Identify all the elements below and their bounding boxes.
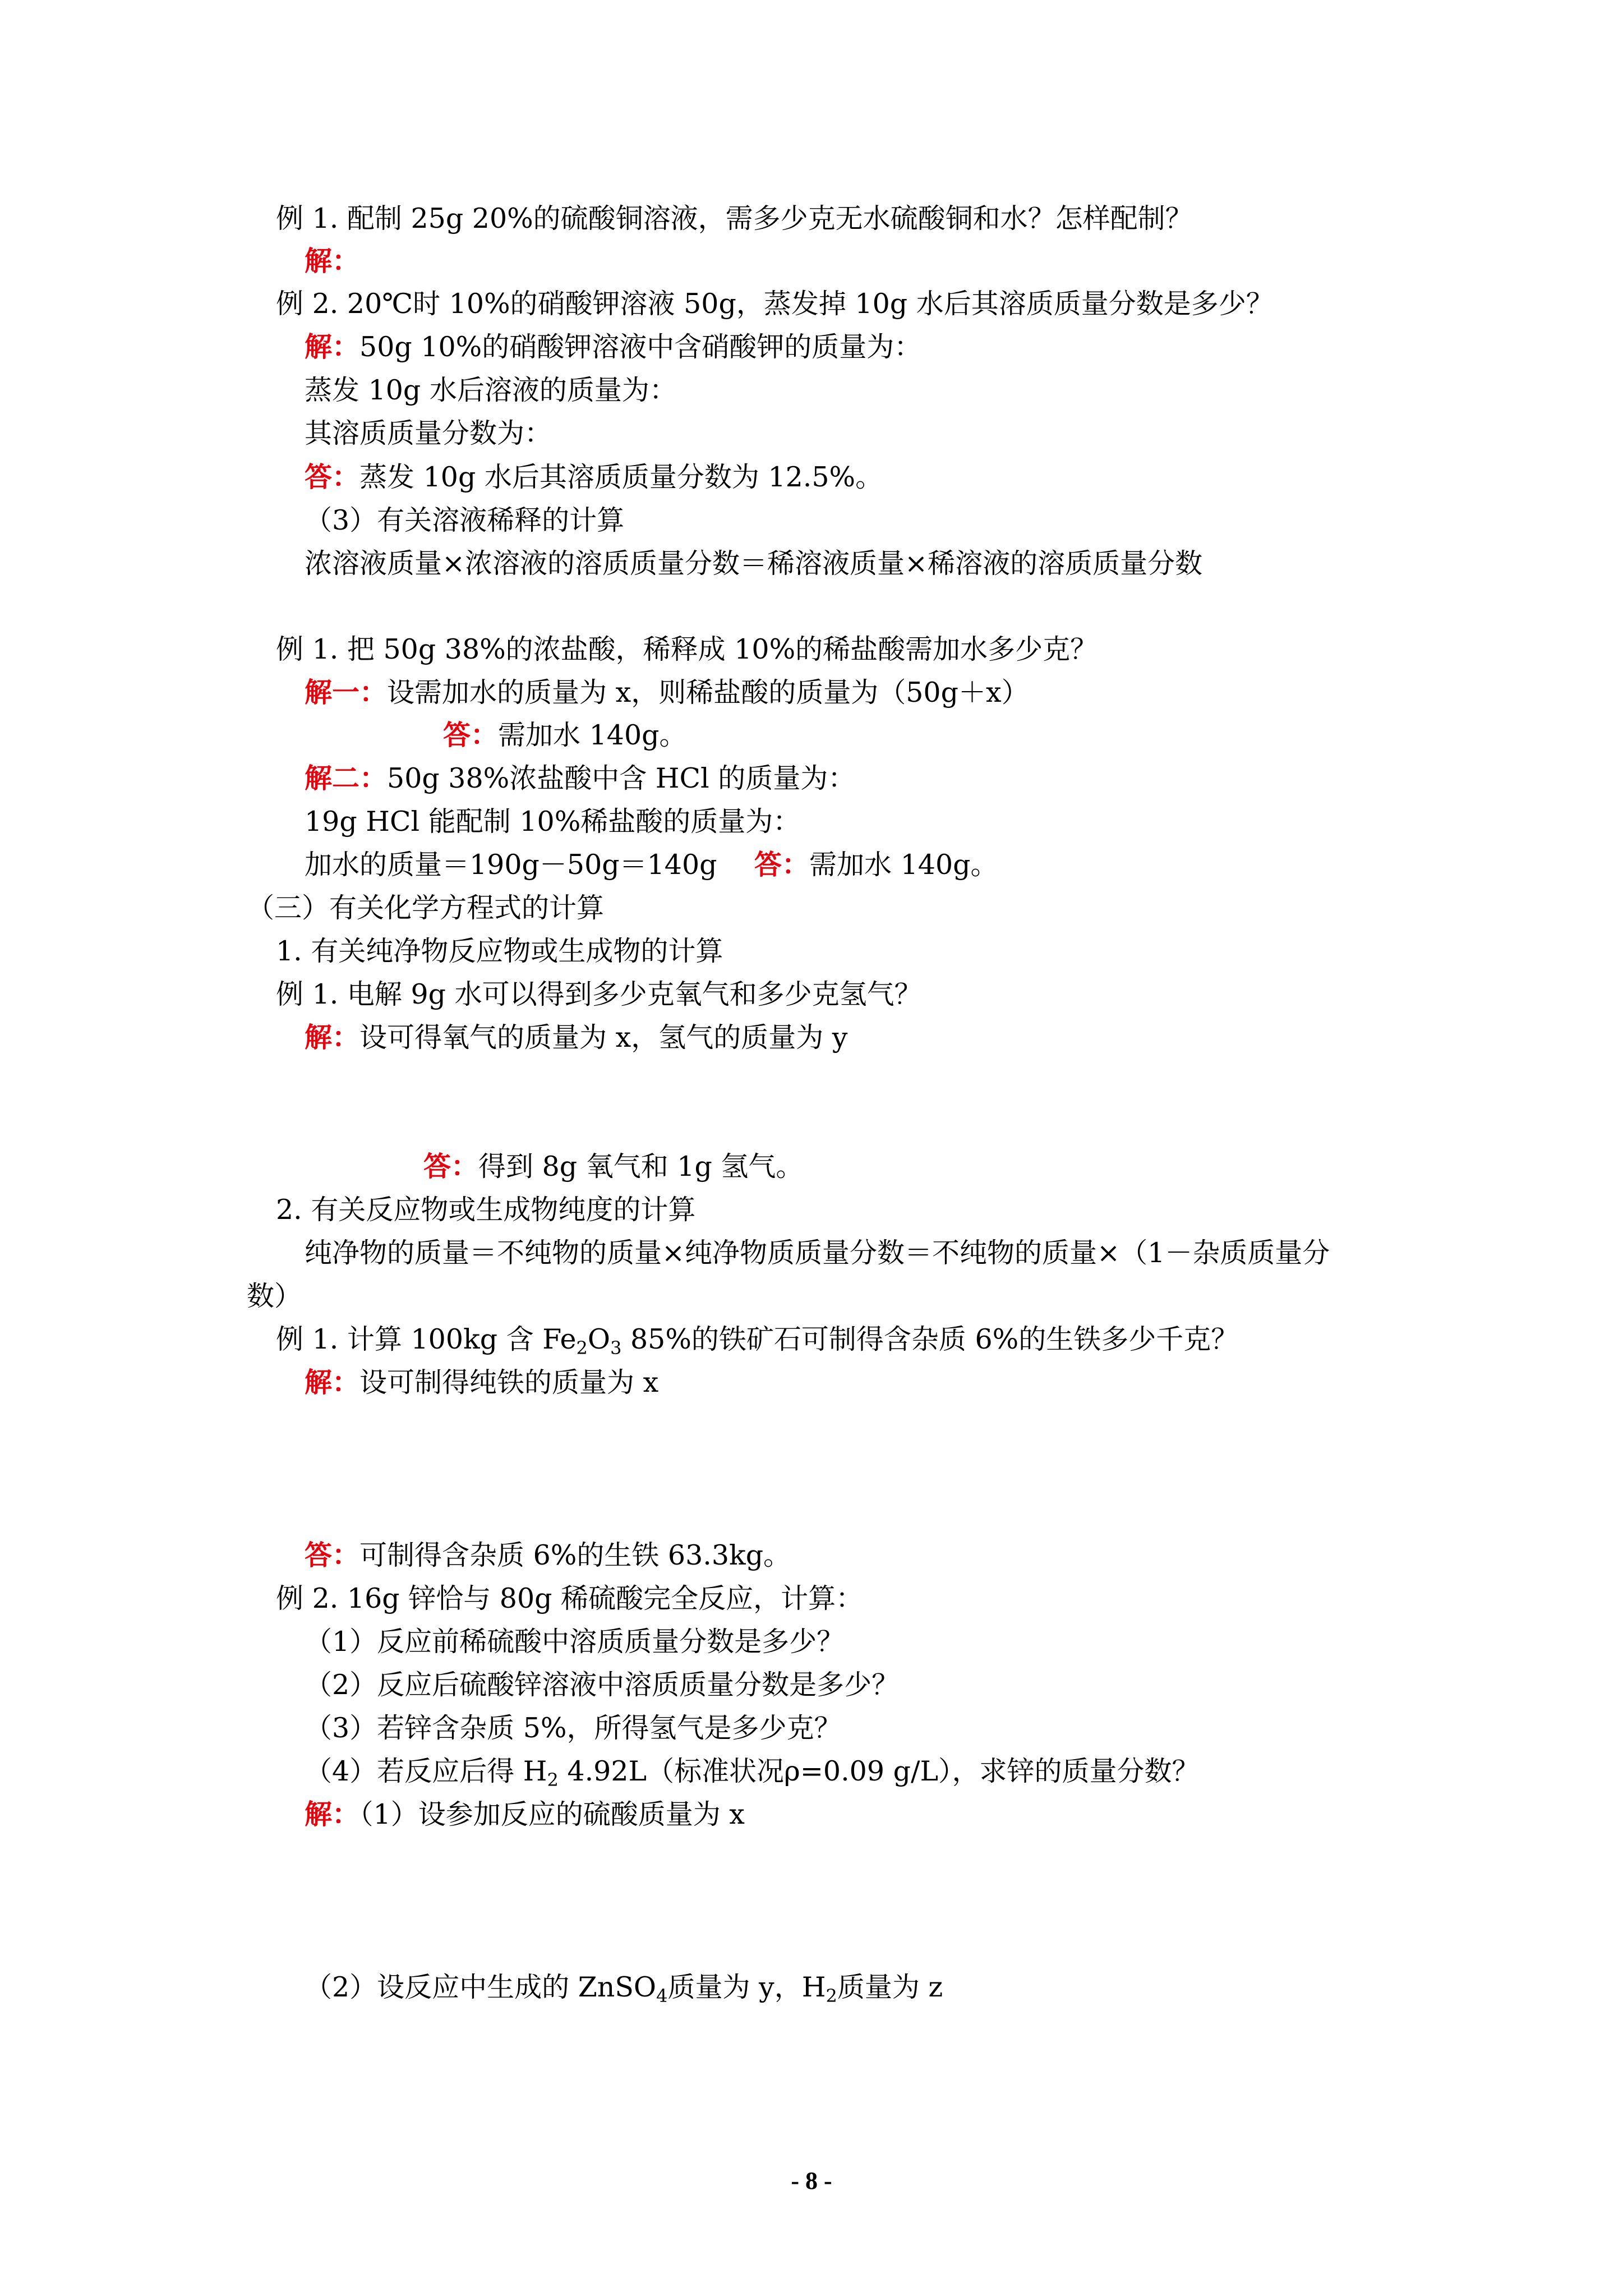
page-number: - 8 - (791, 2167, 832, 2194)
solution-two (305, 762, 855, 795)
solution-text: 设可制得纯铁的质量为 x (359, 1366, 659, 1398)
solution-label: 解二： (305, 762, 388, 794)
iron-ore-example-question (276, 1323, 1239, 1359)
example-2-solution (305, 330, 921, 364)
solution-line: 蒸发 10g 水后溶液的质量为： (305, 374, 677, 406)
solution-text: 质量为 y，H (667, 1971, 826, 2003)
solution-label: 解： (305, 1366, 360, 1398)
subscript: 3 (610, 1337, 622, 1359)
answer-label: 答： (443, 719, 499, 751)
zinc-solution (305, 1798, 745, 1832)
answer-text: 需加水 140g。 (809, 849, 998, 881)
iron-ore-answer (305, 1539, 791, 1572)
zinc-example-question: 例 2. 16g 锌恰与 80g 稀硫酸完全反应，计算： (276, 1582, 864, 1614)
subscript: 4 (656, 1985, 668, 2007)
question-text: 4.92L（标准状况ρ=0.09 g/L），求锌的质量分数？ (558, 1755, 1200, 1787)
example-2-question: 例 2. 20℃时 10%的硝酸钾溶液 50g，蒸发掉 10g 水后其溶质质量分数是多少？ (276, 288, 1274, 320)
solution-text: 设需加水的质量为 x，则稀盐酸的质量为（50g＋x） (387, 677, 1029, 708)
answer-text: 得到 8g 氧气和 1g 氢气。 (478, 1151, 804, 1182)
answer-label: 答： (305, 1539, 360, 1571)
sub-question-2: （2）反应后硫酸锌溶液中溶质质量分数是多少？ (305, 1669, 900, 1701)
answer-label: 答： (305, 461, 360, 493)
answer-two (754, 848, 998, 882)
solution-label: 解： (305, 1022, 360, 1053)
zinc-solution-part-2 (305, 1971, 943, 2007)
solution-text: 50g 10%的硝酸钾溶液中含硝酸钾的质量为： (359, 331, 922, 363)
answer-label: 答： (754, 849, 810, 881)
solution-label: 解： (305, 331, 360, 363)
dilution-example-question: 例 1. 把 50g 38%的浓盐酸，稀释成 10%的稀盐酸需加水多少克？ (276, 633, 1098, 665)
electrolysis-answer (423, 1150, 803, 1184)
solution-text: 设可得氧气的质量为 x，氢气的质量为 y (359, 1022, 848, 1053)
question-text: 85%的铁矿石可制得含杂质 6%的生铁多少千克？ (621, 1323, 1239, 1355)
example-2-answer (305, 461, 883, 494)
sub-question-4 (305, 1755, 1200, 1791)
solution-line: 其溶质质量分数为： (305, 417, 552, 449)
subsection-title: 2. 有关反应物或生成物纯度的计算 (276, 1194, 696, 1226)
example-1-question: 例 1. 配制 25g 20%的硫酸铜溶液，需多少克无水硫酸铜和水？怎样配制？ (276, 203, 1193, 234)
question-text: O (587, 1323, 611, 1355)
solution-line: 加水的质量＝190g－50g＝140g (305, 849, 717, 881)
sub-question-3: （3）若锌含杂质 5%，所得氢气是多少克？ (305, 1712, 842, 1744)
dilution-formula: 浓溶液质量×浓溶液的溶质质量分数＝稀溶液质量×稀溶液的溶质质量分数 (305, 547, 1203, 579)
sub-question-1: （1）反应前稀硫酸中溶质质量分数是多少？ (305, 1626, 845, 1658)
iron-ore-solution (305, 1366, 658, 1400)
answer-one (443, 719, 686, 752)
solution-text: 50g 38%浓盐酸中含 HCl 的质量为： (387, 762, 856, 794)
answer-label: 答： (423, 1151, 479, 1182)
subsection-title: （3）有关溶液稀释的计算 (305, 504, 625, 536)
answer-text: 蒸发 10g 水后其溶质质量分数为 12.5%。 (359, 461, 883, 493)
question-text: 例 1. 计算 100kg 含 Fe (276, 1323, 577, 1355)
question-text: （4）若反应后得 H (305, 1755, 547, 1787)
solution-text: 质量为 z (837, 1971, 943, 2003)
subscript: 2 (547, 1769, 559, 1791)
subscript: 2 (826, 1985, 837, 2007)
subscript: 2 (576, 1337, 588, 1359)
solution-label: 解： (305, 245, 360, 277)
purity-formula-line-1: 纯净物的质量＝不纯物的质量×纯净物质质量分数＝不纯物的质量×（1－杂质质量分 (305, 1237, 1330, 1269)
electrolysis-example-question: 例 1. 电解 9g 水可以得到多少克氧气和多少克氢气？ (276, 978, 922, 1010)
electrolysis-solution (305, 1021, 847, 1055)
solution-text: （2）设反应中生成的 ZnSO (305, 1971, 657, 2003)
answer-text: 需加水 140g。 (498, 719, 687, 751)
subsection-title: 1. 有关纯净物反应物或生成物的计算 (276, 935, 723, 967)
solution-text: （1）设参加反应的硫酸质量为 x (359, 1798, 745, 1830)
purity-formula-line-2: 数） (247, 1280, 302, 1312)
solution-label: 解： (305, 1798, 360, 1830)
solution-line: 19g HCl 能配制 10%稀盐酸的质量为： (305, 806, 801, 838)
solution-one (305, 676, 1029, 710)
section-title: （三）有关化学方程式的计算 (247, 892, 605, 924)
solution-label: 解一： (305, 677, 388, 708)
answer-text: 可制得含杂质 6%的生铁 63.3kg。 (359, 1539, 791, 1571)
